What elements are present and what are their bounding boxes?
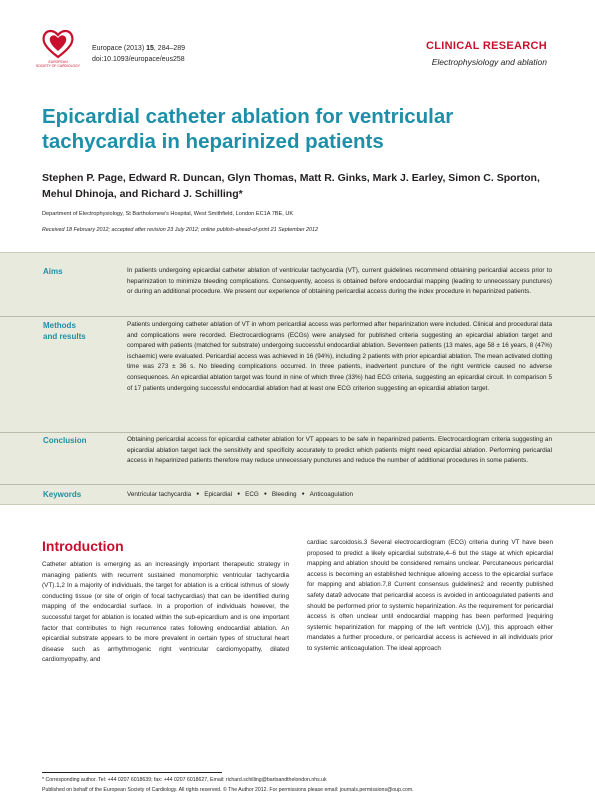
esc-logo <box>36 24 80 70</box>
journal-citation <box>92 44 185 65</box>
footnote-rule <box>42 772 222 773</box>
keyword: Epicardial <box>204 491 233 498</box>
aims-text: In patients undergoing epicardial catheter ablation of ventricular tachycardia (VT), current guidelines recommend obtaining pericardial access prior to heparinization to minimize bleeding complications. Consequently, access is obtained before endocardial mapping (leading to unnecessary punctures) or during an additional procedure. We present our experience of obtaining pericardial access during the index procedure in heparinized patients. <box>127 267 552 296</box>
journal-volume: 15 <box>146 45 154 52</box>
article-category: CLINICAL RESEARCH <box>425 40 547 52</box>
methods-text: Patients undergoing catheter ablation of VT in whom pericardial access was performed after heparinization were included. Clinical and procedural data and complications were recorded. Electrocardiograms (ECGs) were analysed for published criteria suggesting an epicardial ablation target and compared with patients (matched for substrate) undergoing successful endocardial ablation. Seventeen patients (13 males, age 58 ± 16 years, 8 (47%) ischaemic) were evaluated. Pericardial access was achieved in 16 (94%), including 2 patients with prior epicardial ablation. The mean activated clotting time was 273 ± 36 s. No bleeding complications occurred. In three patients, inadvertent puncture of the right ventricle caused no adverse consequences. An epicardial ablation target was found in nine of which three (33%) had ECG criteria, suggesting an epicardial circuit. In comparison 5 of 17 patients undergoing successful endocardial ablation had at least one ECG criterion suggesting an epicardial ablation target. <box>127 321 552 392</box>
keywords-list <box>127 489 552 501</box>
article-authors: Stephen P. Page, Edward R. Duncan, Glyn Thomas, Matt R. Ginks, Mark J. Earley, Simon C. Sporton, Mehul Dhinoja, and Richard J. Schilling* <box>42 172 540 200</box>
section-heading-introduction: Introduction <box>42 538 124 554</box>
paragraph: Catheter ablation is emerging as an increasingly important therapeutic strategy in managing patients with recurrent sustained monomorphic ventricular tachycardia (VT).1,2 In a majority of individuals, the target for ablation is a critical isthmus of slowly conducting tissue (or site of origin of focal tachycardias) that can be identified during mapping of the endocardial surface. In a proportion of individuals however, the successful target for ablation is located within the sub-epicardium and is one important factor that contributes to high recurrence rates following endocardial ablation. An epicardial substrate appears to be more prevalent in certain types of structural heart disease such as arrhythmogenic right ventricular cardiomyopathy, dilated cardiomyopathy, and <box>42 561 289 664</box>
keyword: Bleeding <box>271 491 297 498</box>
svg-text:EUROPEAN: EUROPEAN <box>48 60 68 64</box>
abstract-box <box>0 252 595 505</box>
bullet-icon: ● <box>301 491 305 497</box>
body-column-left <box>42 560 289 666</box>
affiliation: Department of Electrophysiology, St Bartholomew's Hospital, West Smithfield, London EC1A 7BE, UK <box>42 211 294 217</box>
bullet-icon: ● <box>237 491 241 497</box>
methods-label-line1: Methods <box>43 321 76 330</box>
conclusion-label: Conclusion <box>43 436 87 445</box>
abstract-divider <box>0 316 595 317</box>
svg-text:SOCIETY OF CARDIOLOGY: SOCIETY OF CARDIOLOGY <box>36 64 80 68</box>
bullet-icon: ● <box>196 491 200 497</box>
conclusion-text: Obtaining pericardial access for epicardial catheter ablation for VT appears to be safe in heparinized patients. Electrocardiogram criteria suggesting an epicardial ablation target lack the sensitivity and specificity accurately to predict which patients might need epicardial ablation. Performing pericardial access in heparinized patients therefore may reduce unnecessary punctures and reduce the number of additional procedures in some patients. <box>127 436 552 465</box>
journal-pages: , 284–289 <box>153 45 186 52</box>
abstract-divider <box>0 432 595 433</box>
methods-label-line2: and results <box>43 332 86 341</box>
keyword: Anticoagulation <box>309 491 354 498</box>
doi[interactable]: doi:10.1093/europace/eus258 <box>92 55 185 63</box>
methods-label <box>43 320 86 342</box>
publisher-note: Published on behalf of the European Society of Cardiology. All rights reserved. © The Author 2012. For permissions please email: journals.permissions@oup.com. <box>42 787 414 793</box>
article-subcategory: Electrophysiology and ablation <box>431 57 547 67</box>
corresponding-author-note: * Corresponding author. Tel: +44 0207 6018639; fax: +44 0207 6018627, Email: richard.schilling@bartsandthelondon.nhs.uk <box>42 777 327 783</box>
paragraph: cardiac sarcoidosis.3 Several electrocardiogram (ECG) criteria during VT have been proposed to predict a likely epicardial substrate,4–6 but the stage at which epicardial mapping and ablation should be considered remains unclear. Percutaneous pericardial access is becoming an established technique allowing access to the epicardial surface for mapping and ablation.7,8 Current consensus guidelines2 and recently published safety data9 advocate that pericardial access is avoided in anticoagulated patients and should be performed prior to systemic heparinization. As the requirement for pericardial access is often unclear until endocardial mapping has been performed [requiring systemic heparinization for mapping of the left ventricle (LV)], this approach either mandates a further procedure, or pericardial access is achieved in all individuals prior to systemic anticoagulation. The ideal approach <box>307 539 553 652</box>
keyword: Ventricular tachycardia <box>127 491 192 498</box>
abstract-divider <box>0 484 595 485</box>
article-dates: Received 18 February 2012; accepted after revision 23 July 2012; online publish-ahead-of-print 21 September 2012 <box>42 227 318 233</box>
journal-name: Europace (2013) <box>92 45 145 52</box>
bullet-icon: ● <box>263 491 267 497</box>
keywords-label: Keywords <box>43 490 82 499</box>
keyword: ECG <box>245 491 259 498</box>
aims-label: Aims <box>43 267 63 276</box>
article-title: Epicardial catheter ablation for ventricular tachycardia in heparinized patients <box>42 105 454 153</box>
body-column-right <box>307 538 553 655</box>
heart-logo-icon <box>36 24 80 70</box>
